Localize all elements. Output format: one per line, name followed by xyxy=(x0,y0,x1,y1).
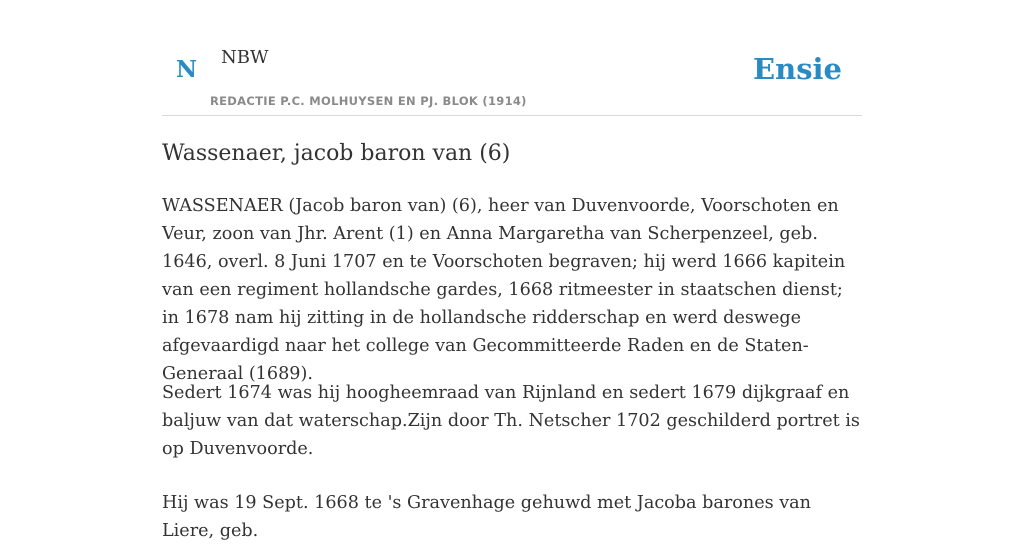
source-title[interactable]: NBW xyxy=(221,47,269,68)
article-paragraph: WASSENAER (Jacob baron van) (6), heer van Duvenvoorde, Voorschoten en Veur, zoon van Jhr. Arent (1) en Anna Margaretha van Scherpenzeel, geb. 1646, overl. 8 Juni 1707 en te Voorschoten begraven; hij werd 1666 kapitein van een regiment hollandsche gardes, 1668 ritmeester in staatschen dienst; in 1678 nam hij zitting in de hollandsche ridderschap en werd deswege afgevaardigd naar het college van Gecommitteerde Raden en de Staten-Generaal (1689). xyxy=(162,196,846,384)
source-subtitle: REDACTIE P.C. MOLHUYSEN EN PJ. BLOK (1914) xyxy=(210,94,527,108)
article-title: Wassenaer, jacob baron van (6) xyxy=(162,141,511,166)
brand-logo[interactable]: Ensie xyxy=(753,52,842,86)
source-logo-icon: N xyxy=(176,56,198,83)
source-header xyxy=(162,38,862,116)
article-paragraph: Hij was 19 Sept. 1668 te 's Gravenhage gehuwd met Jacoba barones van Liere, geb. xyxy=(162,493,811,541)
article-paragraph: Sedert 1674 was hij hoogheemraad van Rijnland en sedert 1679 dijkgraaf en baljuw van dat waterschap.Zijn door Th. Netscher 1702 geschilderd portret is op Duvenvoorde. xyxy=(162,383,860,459)
